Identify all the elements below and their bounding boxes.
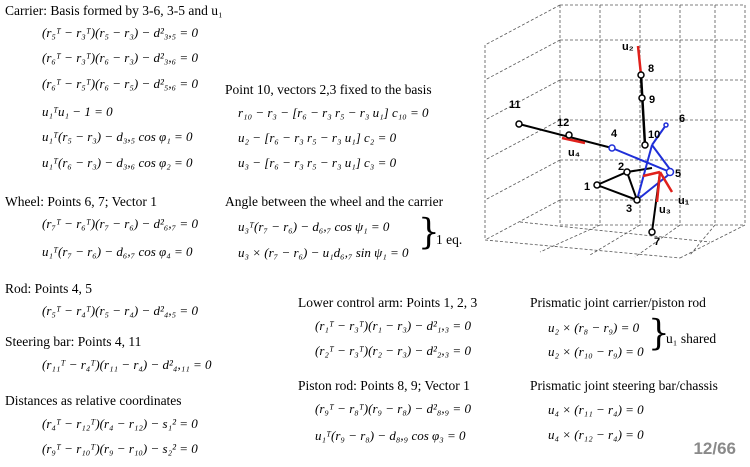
equation: (r₉ᵀ − r₁₀ᵀ)(r₉ − r₁₀) − s₂² = 0 <box>42 441 198 456</box>
equation: u₁ᵀ(r₉ − r₈) − d₈,₉ cos φ₃ = 0 <box>315 428 466 443</box>
label-point: 3 <box>626 203 633 215</box>
equation: r₁₀ − r₃ − [r₆ − r₃ r₅ − r₃ u₁] c₁₀ = 0 <box>238 105 429 120</box>
point-4 <box>609 145 615 151</box>
brace: } <box>648 312 670 354</box>
point-10 <box>642 142 648 148</box>
equation: (r₄ᵀ − r₁₂ᵀ)(r₄ − r₁₂) − s₁² = 0 <box>42 416 198 431</box>
heading-steering: Steering bar: Points 4, 11 <box>5 334 142 349</box>
one-equation-note: 1 eq. <box>436 232 463 247</box>
equation: u₁ᵀ(r₆ − r₃) − d₃,₆ cos φ₂ = 0 <box>42 155 193 170</box>
equation: (r₁ᵀ − r₃ᵀ)(r₁ − r₃) − d²₁,₃ = 0 <box>315 318 471 333</box>
point-2 <box>624 169 630 175</box>
point-9 <box>639 95 645 101</box>
point-1 <box>594 182 600 188</box>
label-vector: u₁ <box>678 195 690 207</box>
equation: (r₆ᵀ − r₃ᵀ)(r₆ − r₃) − d²₃,₆ = 0 <box>42 50 198 65</box>
equation: u₁ᵀu₁ − 1 = 0 <box>42 104 113 119</box>
label-point: 1 <box>584 181 591 193</box>
page-number: 12/66 <box>693 439 736 458</box>
u1-shared-note: u₁ shared <box>666 331 717 346</box>
equation: u₁ᵀ(r₇ − r₆) − d₆,₇ cos φ₄ = 0 <box>42 244 193 259</box>
point-8 <box>638 72 644 78</box>
heading-wheel: Wheel: Points 6, 7; Vector 1 <box>5 194 157 209</box>
heading-rod: Rod: Points 4, 5 <box>5 281 93 296</box>
heading-point10: Point 10, vectors 2,3 fixed to the basis <box>225 82 432 97</box>
suspension-diagram <box>480 0 750 262</box>
point-6 <box>664 123 668 127</box>
label-point: 4 <box>611 128 618 140</box>
equation: u₃ᵀ(r₇ − r₆) − d₆,₇ cos ψ₁ = 0 <box>238 219 390 234</box>
equation: u₃ − [r₆ − r₃ r₅ − r₃ u₁] c₃ = 0 <box>238 155 397 170</box>
equation: u₂ − [r₆ − r₃ r₅ − r₃ u₁] c₂ = 0 <box>238 130 397 145</box>
point-7 <box>649 229 655 235</box>
heading-distances: Distances as relative coordinates <box>5 393 182 408</box>
equation: (r₂ᵀ − r₃ᵀ)(r₂ − r₃) − d²₂,₃ = 0 <box>315 343 471 358</box>
equation: u₂ × (r₁₀ − r₉) = 0 <box>548 344 644 359</box>
brace: } <box>418 211 440 253</box>
heading-prismatic2: Prismatic joint steering bar/chassis <box>530 378 718 393</box>
equation: u₂ × (r₈ − r₉) = 0 <box>548 320 640 335</box>
label-point: 2 <box>618 161 625 173</box>
label-point: 11 <box>509 99 521 111</box>
label-point: 8 <box>648 63 655 75</box>
equation: (r₉ᵀ − r₈ᵀ)(r₉ − r₈) − d²₈,₉ = 0 <box>315 401 471 416</box>
label-point: 5 <box>675 168 682 180</box>
equation: u₁ᵀ(r₅ − r₃) − d₃,₅ cos φ₁ = 0 <box>42 129 193 144</box>
label-point: 12 <box>557 117 570 129</box>
equation: (r₁₁ᵀ − r₄ᵀ)(r₁₁ − r₄) − d²₄,₁₁ = 0 <box>42 357 212 372</box>
label-point: 10 <box>648 129 661 141</box>
label-point: 7 <box>654 236 661 248</box>
equation: u₄ × (r₁₁ − r₄) = 0 <box>548 402 644 417</box>
equation: (r₆ᵀ − r₅ᵀ)(r₆ − r₅) − d²₅,₆ = 0 <box>42 76 198 91</box>
heading-piston: Piston rod: Points 8, 9; Vector 1 <box>298 378 470 393</box>
point-5 <box>667 169 674 176</box>
label-vector: u₃ <box>659 204 671 216</box>
label-point: 6 <box>679 113 686 125</box>
equation: (r₇ᵀ − r₆ᵀ)(r₇ − r₆) − d²₆,₇ = 0 <box>42 216 198 231</box>
heading-carrier: Carrier: Basis formed by 3-6, 3-5 and u₁ <box>5 3 223 18</box>
point-3 <box>634 197 640 203</box>
piston-rod <box>641 75 645 145</box>
equation: u₃ × (r₇ − r₆) − u₁d₆,₇ sin ψ₁ = 0 <box>238 245 409 260</box>
point-12 <box>566 132 572 138</box>
u3-vector <box>657 172 660 202</box>
label-vector: u₄ <box>568 147 580 159</box>
heading-angle: Angle between the wheel and the carrier <box>225 194 444 209</box>
equation: (r₅ᵀ − r₄ᵀ)(r₅ − r₄) − d²₄,₅ = 0 <box>42 303 198 318</box>
equation: (r₅ᵀ − r₃ᵀ)(r₅ − r₃) − d²₃,₅ = 0 <box>42 25 198 40</box>
heading-prismatic1: Prismatic joint carrier/piston rod <box>530 295 706 310</box>
point-11 <box>516 121 522 127</box>
heading-lower-arm: Lower control arm: Points 1, 2, 3 <box>298 295 478 310</box>
u2-vector <box>638 46 641 75</box>
unit-vectors <box>562 46 672 202</box>
equation: u₄ × (r₁₂ − r₄) = 0 <box>548 427 644 442</box>
label-vector: u₂ <box>622 41 634 53</box>
label-point: 9 <box>649 94 656 106</box>
